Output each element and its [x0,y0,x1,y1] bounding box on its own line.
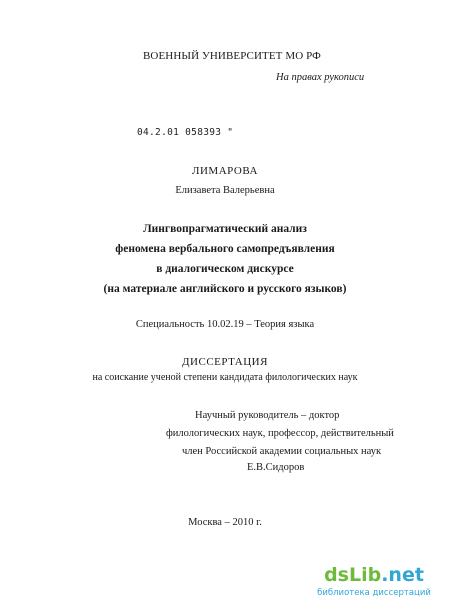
title-line-1: Лингвопрагматический анализ [143,223,307,235]
manuscript-note: На правах рукописи [276,72,365,83]
university-name: ВОЕННЫЙ УНИВЕРСИТЕТ МО РФ [143,50,321,62]
dslib-subtitle: библиотека диссертаций [317,588,431,598]
supervisor-line-3: член Российской академии социальных наук [182,446,382,457]
dslib-watermark [310,566,438,598]
dslib-logo-part1: dsLib [324,564,382,586]
degree-purpose: на соискание ученой степени кандидата филологических наук [92,372,358,383]
author-surname: ЛИМАРОВА [192,165,258,177]
dslib-logo-part2: .net [381,564,424,586]
title-line-4: (на материале английского и русского языков) [103,283,347,295]
title-line-3: в диалогическом дискурсе [156,263,294,275]
registration-stamp: 04.2.01 058393 " [137,127,234,138]
supervisor-line-1: Научный руководитель – доктор [195,410,340,421]
title-line-2: феномена вербального самопредъявления [115,243,335,255]
author-given-names: Елизавета Валерьевна [175,185,275,196]
specialty: Специальность 10.02.19 – Теория языка [135,319,315,330]
city-year: Москва – 2010 г. [188,517,262,528]
supervisor-name: Е.В.Сидоров [247,462,305,473]
dslib-logo [310,566,438,585]
document-type: ДИССЕРТАЦИЯ [182,356,268,368]
supervisor-line-2: филологических наук, профессор, действительный [166,428,394,439]
